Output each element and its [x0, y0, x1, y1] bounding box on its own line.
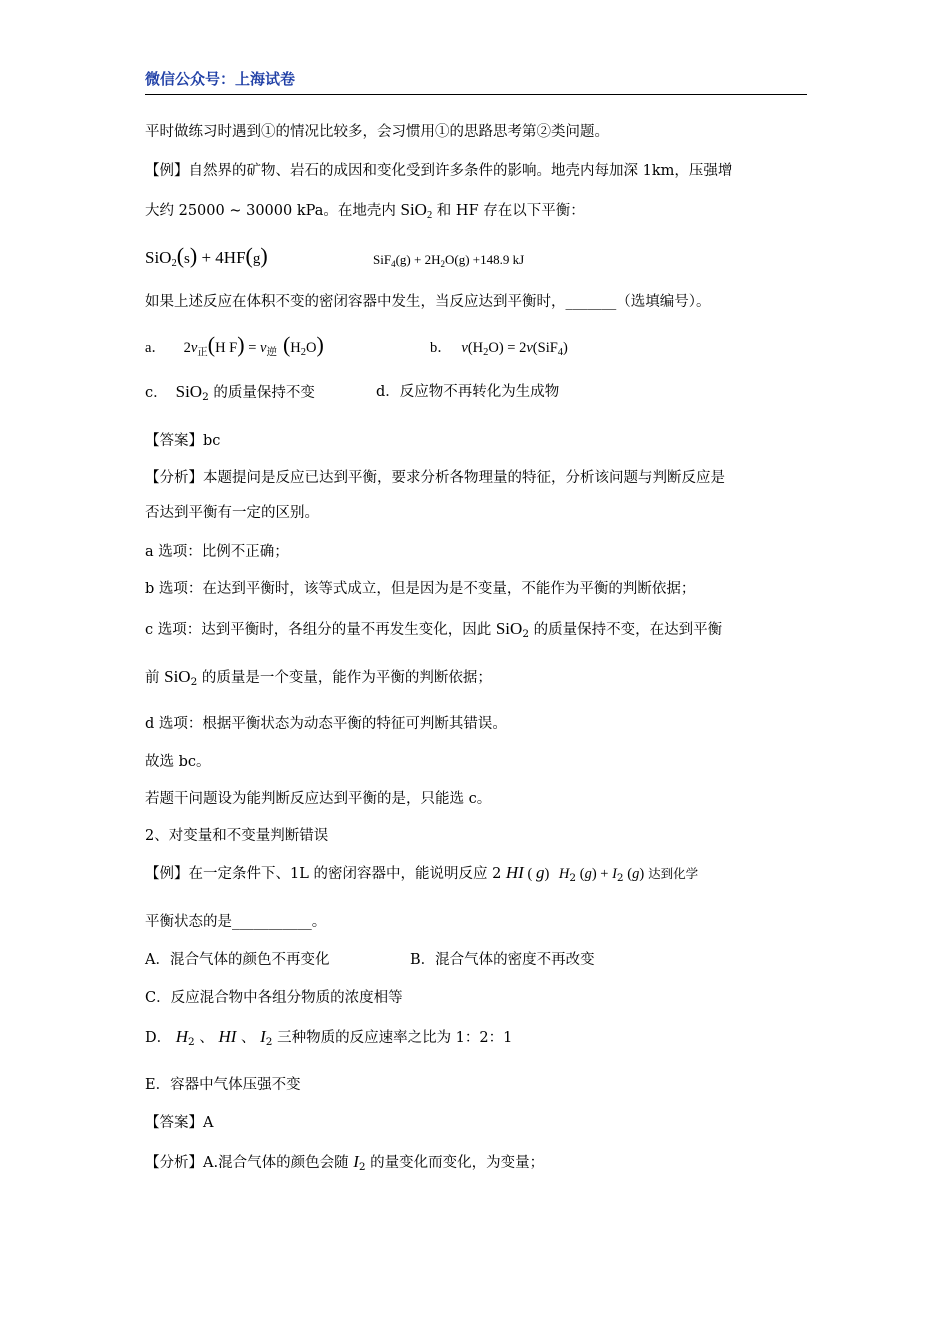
analysis-1a: 【分析】本题提问是反应已达到平衡，要求分析各物理量的特征，分析该问题与判断反应是 — [145, 470, 725, 486]
text: 大约 25000 ~ 30000 kPa。在地壳内 — [145, 203, 401, 219]
choice-e: E．容器中气体压强不变 — [145, 1077, 301, 1093]
choice-c: C．反应混合物中各组分物质的浓度相等 — [145, 990, 403, 1006]
intro-line: 平时做练习时遇到①的情况比较多，会习惯用①的思路思考第②类问题。 — [145, 124, 609, 140]
option-b-analysis: b 选项：在达到平衡时，该等式成立，但是因为是不变量，不能作为平衡的判断依据； — [145, 581, 696, 597]
example-2-cont: 平衡状态的是___________。 — [145, 914, 327, 930]
example-intro: 【例】自然界的矿物、岩石的成因和变化受到许多条件的影响。地壳内每加深 1km，压强增 — [145, 163, 733, 179]
equilibrium-equation-right: $SiF_4(g) + 2H_2O(g) +148.9$ kJ — [373, 252, 525, 269]
option-d: d．反应物不再转化为生成物 — [376, 384, 560, 400]
header-title: 微信公众号：上海试卷 — [145, 70, 296, 88]
choice-d: D． $H_2$ 、 HI 、 $I_2$ 三种物质的反应速率之比为 1：2：1 — [145, 1027, 513, 1048]
answer-2: 【答案】A — [145, 1115, 214, 1131]
option-a: a． $2v_正(H$ $F) = v_逆$ $(H_2O)$ — [145, 332, 324, 358]
option-b: b． $v(H_2O) = 2v(SiF_4)$ — [430, 340, 568, 358]
choose-line: 故选 bc。 — [145, 754, 211, 770]
section-2-heading: 2、对变量和不变量判断错误 — [145, 828, 329, 844]
analysis-1b: 否达到平衡有一定的区别。 — [145, 505, 319, 521]
option-c-analysis: c 选项：达到平衡时，各组分的量不再发生变化，因此 SiO$_2$ 的质量保持不变，在达到平衡 — [145, 619, 723, 640]
text: 和 HF 存在以下平衡： — [432, 203, 585, 219]
formula-sio2: SiO$_2$ — [400, 200, 433, 221]
option-a-analysis: a 选项：比例不正确； — [145, 544, 289, 560]
choice-a: A．混合气体的颜色不再变化 — [145, 952, 330, 968]
option-d-analysis: d 选项：根据平衡状态为动态平衡的特征可判断其错误。 — [145, 716, 507, 732]
option-c-analysis-cont: 前 SiO$_2$ 的质量是一个变量，能作为平衡的判断依据； — [145, 667, 492, 688]
question-line: 如果上述反应在体积不变的密闭容器中发生，当反应达到平衡时，_______（选填编号）。 — [145, 294, 711, 310]
option-c: c． SiO$_2$ 的质量保持不变 — [145, 382, 315, 403]
equilibrium-equation-left: SiO$_2$(s) + 4HF(g) — [145, 243, 268, 269]
example-intro-cont — [145, 200, 585, 226]
choice-b: B．混合气体的密度不再改变 — [410, 952, 595, 968]
if-only-line: 若题干问题设为能判断反应达到平衡的是，只能选 c。 — [145, 791, 492, 807]
analysis-2: 【分析】A.混合气体的颜色会随 $I_2$ 的量变化而变化，为变量； — [145, 1152, 545, 1173]
example-2: 【例】在一定条件下、1L 的密闭容器中，能说明反应 2 HI ( g) $H_2$ $(g) + I_2$ (g) 达到化学 — [145, 863, 699, 884]
page-header — [145, 64, 807, 95]
answer-1: 【答案】bc — [145, 433, 221, 449]
